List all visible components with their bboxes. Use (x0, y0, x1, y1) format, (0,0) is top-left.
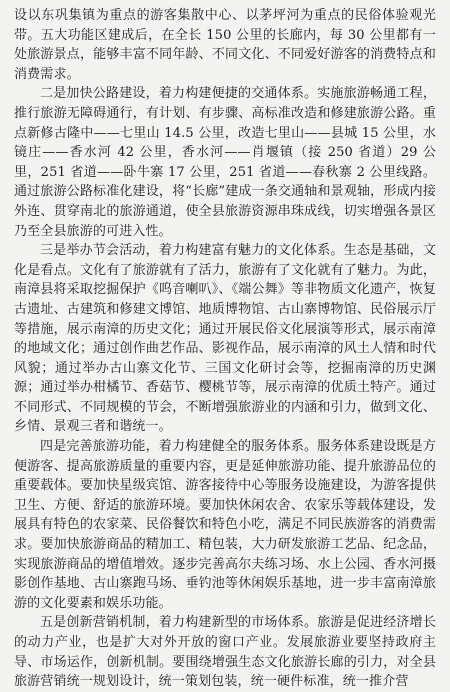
paragraph-4: 四是完善旅游功能，着力构建健全的服务体系。服务体系建设既是方便游客、提高旅游质量的重要内容，更是延伸旅游功能、提升旅游品位的重要载体。要加快星级宾馆、游客接待中心等服务设施建设，为游客提供卫生、方便、舒适的旅游环境。要加快休闲农舍、农家乐等载体建设，发展具有特色的农家菜、民俗餐饮和特色小吃，满足不同民族游客的消费需求。要加快旅游商品的精加工、精包装，大力研发旅游工艺品、纪念品，实现旅游商品的增值增效。逐步完善高尔夫练习场、水上公园、香水河摄影创作基地、古山寨跑马场、垂钓池等休闲娱乐基地，进一步丰富南漳旅游的文化要素和娱乐功能。 (14, 439, 436, 611)
paragraph-2: 二是加快公路建设，着力构建便捷的交通体系。实施旅游畅通工程，推行旅游无障碍通行，有计划、有步骤、高标准改造和修建旅游公路。重点新修古隆中——七里山 14.5 公里，改造七里山——县城 15 公里，水镜庄——香水河 42 公里，香水河——肖堰镇（接 250 省道）29 公里，251 省道——卧牛寨 17 公里，251 省道——春秋寨 2 公里线路。通过旅游公路标准化建设，将“长廊”建成一条交通轴和景观轴，形成内接外连、贯穿南北的旅游通道，使全县旅游资源串珠成线，切实增强各景区乃至全县旅游的可进入性。 (14, 86, 436, 239)
paragraph-1: 设以东巩集镇为重点的游客集散中心、以茅坪河为重点的民俗体验观光带。五大功能区建成后，在全长 150 公里的长廊内，每 30 公里都有一处旅游景点，能够丰富不同年龄、不同文化、不同爱好游客的消费特点和消费需求。 (14, 8, 436, 82)
paragraph-3: 三是举办节会活动，着力构建富有魅力的文化体系。生态是基础，文化是看点。文化有了旅游就有了活力，旅游有了文化就有了魅力。为此，南漳县将采取挖掘保护《呜音喇叭》、《端公舞》等非物质文化遗产，恢复古遗址、古建筑和修建文博馆、地质博物馆、古山寨博物馆、民俗展示厅等措施，展示南漳的历史文化；通过开展民俗文化展演等形式，展示南漳的地域文化；通过创作曲艺作品、影视作品，展示南漳的风土人情和时代风貌；通过举办古山寨文化节、三国文化研讨会等，挖掘南漳的历史渊源；通过举办柑橘节、香菇节、樱桃节等，展示南漳的优质土特产。通过不同形式、不同规模的节会，不断增强旅游业的内涵和引力，做到文化、乡情、景观三者和谐统一。 (14, 243, 436, 435)
paragraph-5: 五是创新营销机制，着力构建新型的市场体系。旅游是促进经济增长的动力产业，也是扩大对外开放的窗口产业。发展旅游业要坚持政府主导、市场运作，创新机制。要围绕增强生态文化旅游长廊的引力，对全县旅游营销统一规划设计，统一策划包装，统一硬件标准，统一推介营 (14, 615, 436, 690)
